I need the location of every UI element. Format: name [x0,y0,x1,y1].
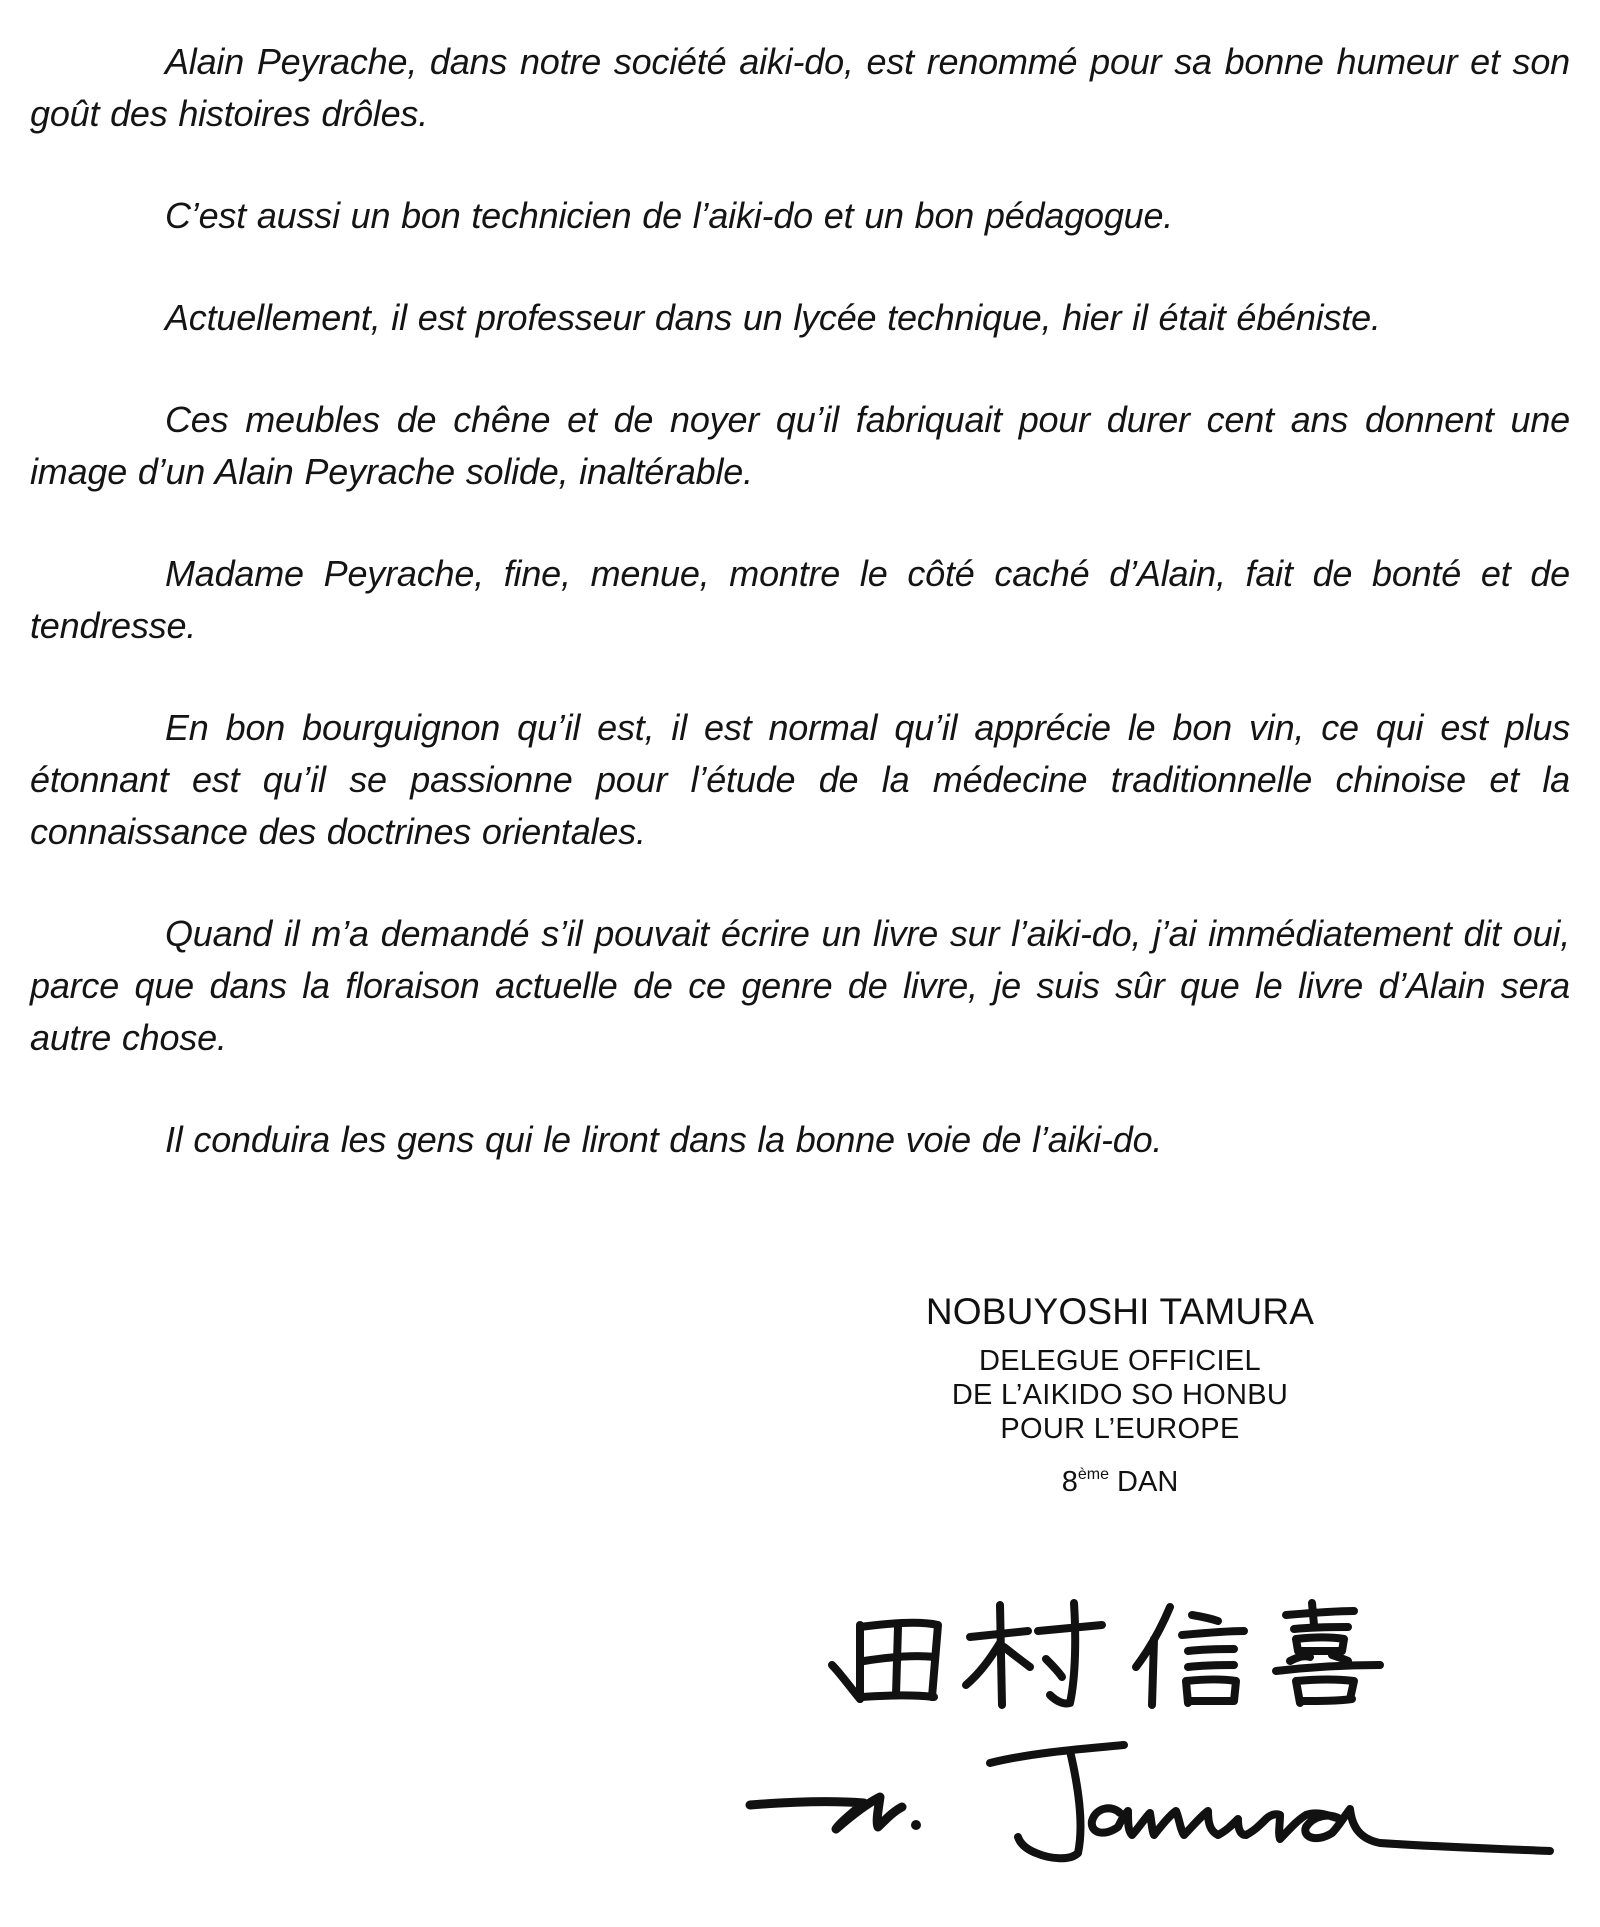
signatory-title-line-2: DE L’AIKIDO SO HONBU [951,1379,1289,1411]
letter-body [30,36,1570,1216]
signatory-title-line-1: DELEGUE OFFICIEL [979,1345,1261,1377]
paragraph-7: Quand il m’a demandé s’il pouvait écrire un livre sur l’aiki-do, j’ai immédiatement dit oui, parce que dans la floraison actuelle de ce genre de livre, je suis sûr que le livre d’Alain sera autre chose. [30,913,1570,1058]
paragraph-3: Actuellement, il est professeur dans un lycée technique, hier il était ébéniste. [165,297,1381,338]
signature-block [880,1290,1360,1499]
paragraph-2: C’est aussi un bon technicien de l’aiki-do et un bon pédagogue. [165,195,1174,236]
signatory-name: NOBUYOSHI TAMURA [925,1291,1315,1332]
rank-superscript: ème [1077,1466,1109,1483]
paragraph-4: Ces meubles de chêne et de noyer qu’il fabriquait pour durer cent ans donnent une image d’un Alain Peyrache solide, inaltérable. [30,399,1570,492]
paragraph-8: Il conduira les gens qui le liront dans la bonne voie de l’aiki-do. [165,1119,1163,1160]
rank-suffix: DAN [1108,1466,1179,1498]
rank-number: 8 [1061,1466,1078,1498]
paragraph-1: Alain Peyrache, dans notre société aiki-do, est renommé pour sa bonne humeur et son goût des histoires drôles. [30,41,1570,134]
paragraph-6: En bon bourguignon qu’il est, il est normal qu’il apprécie le bon vin, ce qui est plus étonnant est qu’il se passionne pour l’étude de la médecine traditionnelle chinoise et la connaissance des doctrines orientales. [30,707,1570,852]
paragraph-5: Madame Peyrache, fine, menue, montre le côté caché d’Alain, fait de bonté et de tendresse. [30,553,1570,646]
latin-signature-image [740,1735,1560,1875]
kanji-signature-image [820,1595,1440,1715]
signatory-rank [880,1458,1360,1499]
signatory-title-line-3: POUR L’EUROPE [1000,1413,1240,1445]
